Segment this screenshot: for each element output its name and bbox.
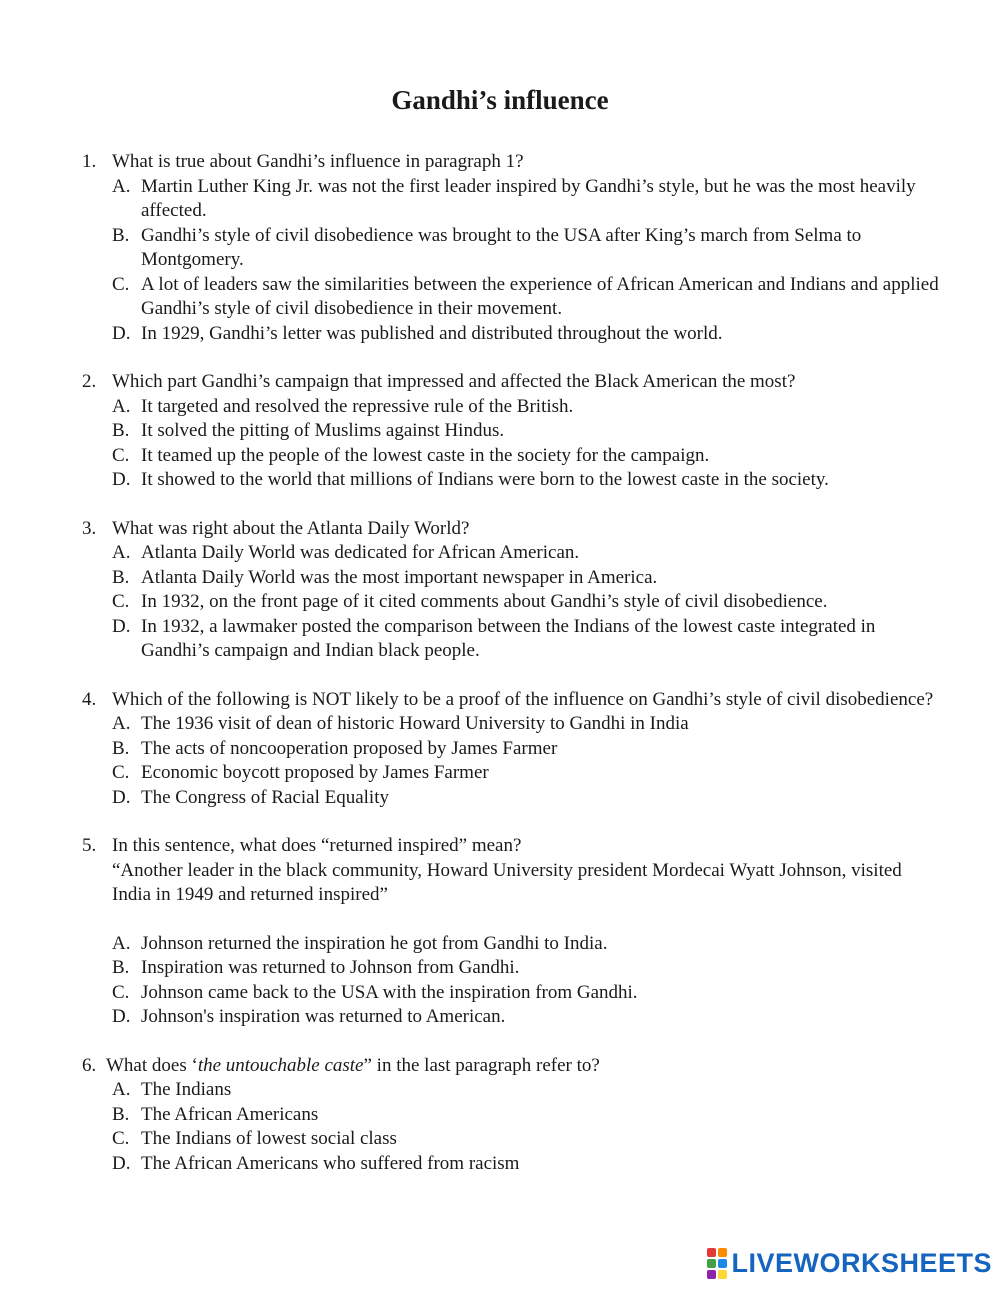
option-text: Atlanta Daily World was the most important newspaper in America. — [141, 566, 658, 588]
option-text: The African Americans who suffered from racism — [141, 1152, 520, 1174]
option-text: The Indians of lowest social class — [141, 1128, 397, 1149]
option-c[interactable] — [112, 273, 942, 322]
option-letter: A. — [112, 542, 131, 563]
question-number: 2. — [82, 371, 97, 392]
option-letter: A. — [112, 713, 131, 734]
option-text: Inspiration was returned to Johnson from Gandhi. — [141, 957, 520, 978]
question-3 — [82, 517, 942, 664]
option-a[interactable] — [112, 541, 942, 566]
option-letter: C. — [112, 444, 130, 466]
logo-blocks-icon — [707, 1248, 727, 1279]
option-b[interactable] — [112, 737, 942, 762]
option-letter: D. — [112, 469, 131, 490]
option-letter: C. — [112, 273, 130, 295]
option-text: It solved the pitting of Muslims against Hindus. — [141, 420, 505, 441]
option-b[interactable] — [112, 224, 942, 273]
question-5 — [82, 834, 942, 1030]
option-a[interactable] — [112, 932, 942, 957]
option-a[interactable] — [112, 1078, 942, 1103]
option-c[interactable] — [112, 444, 942, 469]
logo-block — [707, 1270, 716, 1279]
option-b[interactable] — [112, 419, 942, 444]
option-text: The African Americans — [141, 1103, 319, 1125]
question-2 — [82, 370, 942, 493]
option-text: The 1936 visit of dean of historic Howard University to Gandhi in India — [141, 713, 689, 734]
option-letter: D. — [112, 786, 131, 808]
question-list — [82, 150, 942, 1200]
option-text: In 1932, a lawmaker posted the comparison between the Indians of the lowest caste integrated in Gandhi’s campaign and Indian black people. — [141, 615, 876, 661]
option-letter: B. — [112, 957, 130, 978]
option-text: The Congress of Racial Equality — [141, 786, 389, 808]
option-text: It targeted and resolved the repressive rule of the British. — [141, 395, 574, 417]
question-text — [106, 1054, 942, 1079]
option-letter: B. — [112, 420, 130, 441]
option-text: Johnson's inspiration was returned to American. — [141, 1006, 506, 1027]
option-a[interactable] — [112, 712, 942, 737]
option-letter: B. — [112, 1103, 130, 1125]
question-text: Which of the following is NOT likely to be a proof of the influence on Gandhi’s style of civil disobedience? — [112, 688, 934, 710]
question-text-after: ” in the last paragraph refer to? — [363, 1054, 600, 1076]
logo-block — [718, 1248, 727, 1257]
option-letter: D. — [112, 322, 131, 344]
option-text: Atlanta Daily World was dedicated for African American. — [141, 542, 580, 563]
option-letter: D. — [112, 1152, 131, 1174]
option-letter: B. — [112, 737, 130, 759]
question-number: 5. — [82, 835, 97, 856]
spacer — [82, 908, 942, 932]
option-text: Gandhi’s style of civil disobedience was brought to the USA after King’s march from Selma to Montgomery. — [141, 224, 862, 270]
page-title: Gandhi’s influence — [391, 85, 609, 115]
question-6 — [82, 1054, 942, 1177]
option-letter: A. — [112, 175, 131, 197]
option-d[interactable] — [112, 1005, 942, 1030]
logo-block — [718, 1259, 727, 1268]
option-c[interactable] — [112, 981, 942, 1006]
option-c[interactable] — [112, 590, 942, 615]
option-text: Johnson came back to the USA with the inspiration from Gandhi. — [141, 981, 638, 1003]
option-letter: D. — [112, 1006, 131, 1027]
logo-block — [707, 1248, 716, 1257]
question-number: 1. — [82, 151, 97, 172]
option-letter: A. — [112, 395, 131, 417]
option-letter: A. — [112, 1079, 131, 1100]
option-a[interactable] — [112, 395, 942, 420]
question-text: What was right about the Atlanta Daily World? — [112, 517, 470, 539]
question-4 — [82, 688, 942, 811]
option-letter: C. — [112, 762, 130, 783]
option-a[interactable] — [112, 175, 942, 224]
option-text: In 1929, Gandhi’s letter was published and distributed throughout the world. — [141, 322, 723, 344]
option-text: In 1932, on the front page of it cited comments about Gandhi’s style of civil disobedience. — [141, 591, 828, 612]
option-c[interactable] — [112, 1127, 942, 1152]
question-number: 4. — [82, 688, 97, 710]
option-letter: C. — [112, 1128, 130, 1149]
option-text: Economic boycott proposed by James Farmer — [141, 762, 489, 783]
option-text: It teamed up the people of the lowest caste in the society for the campaign. — [141, 444, 710, 466]
option-letter: D. — [112, 615, 131, 637]
question-text: What is true about Gandhi’s influence in paragraph 1? — [112, 151, 524, 172]
option-d[interactable] — [112, 1152, 942, 1177]
option-text: Johnson returned the inspiration he got from Gandhi to India. — [141, 932, 608, 954]
option-text: A lot of leaders saw the similarities between the experience of African American and Indians and applied Gandhi’s style of civil disobedience in their movement. — [141, 273, 939, 319]
option-text: Martin Luther King Jr. was not the first leader inspired by Gandhi’s style, but he was the most heavily affected. — [141, 175, 916, 221]
option-d[interactable] — [112, 615, 942, 664]
question-number: 3. — [82, 517, 97, 539]
question-text-before: What does ‘ — [106, 1054, 198, 1076]
option-letter: C. — [112, 981, 130, 1003]
option-letter: A. — [112, 932, 131, 954]
option-d[interactable] — [112, 468, 942, 493]
liveworksheets-logo — [707, 1248, 992, 1279]
option-c[interactable] — [112, 761, 942, 786]
option-b[interactable] — [112, 566, 942, 591]
logo-text: LIVEWORKSHEETS — [731, 1248, 992, 1278]
option-text: The Indians — [141, 1079, 232, 1100]
option-letter: C. — [112, 591, 130, 612]
option-letter: B. — [112, 566, 130, 588]
question-text: In this sentence, what does “returned inspired” mean? — [112, 835, 522, 856]
option-text: It showed to the world that millions of Indians were born to the lowest caste in the society. — [141, 469, 829, 490]
question-text: Which part Gandhi’s campaign that impressed and affected the Black American the most? — [112, 371, 796, 392]
option-b[interactable] — [112, 1103, 942, 1128]
logo-block — [707, 1259, 716, 1268]
option-d[interactable] — [112, 322, 942, 347]
option-d[interactable] — [112, 786, 942, 811]
question-text-italic: the untouchable caste — [197, 1054, 364, 1076]
option-b[interactable] — [112, 956, 942, 981]
option-text: The acts of noncooperation proposed by James Farmer — [141, 737, 558, 759]
logo-block — [718, 1270, 727, 1279]
question-quote: “Another leader in the black community, Howard University president Mordecai Wyatt Johnson, visited India in 1949 and returned inspired” — [112, 859, 902, 905]
question-number: 6. — [82, 1054, 97, 1076]
option-letter: B. — [112, 224, 130, 246]
question-1 — [82, 150, 942, 346]
